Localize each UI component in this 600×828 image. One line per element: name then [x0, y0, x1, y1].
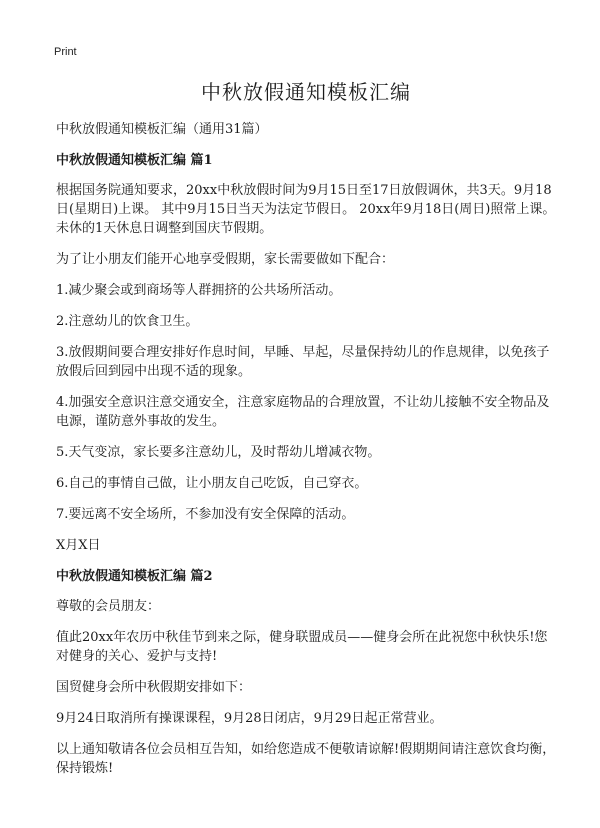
paragraph: 值此20xx年农历中秋佳节到来之际，健身联盟成员——健身会所在此祝您中秋快乐!您对健身的关心、爱护与支持! [56, 630, 548, 664]
date-line: X月X日 [56, 538, 101, 553]
section-heading: 中秋放假通知模板汇编 篇1 [56, 153, 213, 168]
paragraph: 根据国务院通知要求，20xx中秋放假时间为9月15日至17日放假调休，共3天。9月18日(星期日)上课。 其中9月15日当天为法定节假日。 20xx年9月18日(周日)照常上课。未休的1天休息日调整到国庆节假期。 [56, 183, 556, 236]
document-title: 中秋放假通知模板汇编 [201, 80, 411, 104]
list-item: 4.加强安全意识注意交通安全，注意家庭物品的合理放置，不让幼儿接触不安全物品及电源，谨防意外事故的发生。 [56, 395, 550, 429]
print-link[interactable]: Print [54, 46, 77, 58]
paragraph: 以上通知敬请各位会员相互告知，如给您造成不便敬请谅解!假期期间请注意饮食均衡，保持锻炼! [56, 742, 556, 776]
document-body [56, 78, 556, 790]
salutation: 尊敬的会员朋友： [56, 599, 161, 614]
section-1 [56, 151, 556, 555]
list-item: 3.放假期间要合理安排好作息时间，早睡、早起，尽量保持幼儿的作息规律，以免孩子放假后回到园中出现不适的现象。 [56, 345, 550, 379]
paragraph: 国贸健身会所中秋假期安排如下： [56, 680, 252, 695]
list-item: 6.自己的事情自己做，让小朋友自己吃饭，自己穿衣。 [56, 476, 368, 491]
list-item: 2.注意幼儿的饮食卫生。 [56, 314, 199, 329]
paragraph: 为了让小朋友们能开心地享受假期，家长需要做如下配合： [56, 252, 395, 267]
list-item: 5.天气变凉，家长要多注意幼儿，及时帮幼儿增减衣物。 [56, 445, 381, 460]
document-subtitle: 中秋放假通知模板汇编（通用31篇） [56, 122, 268, 137]
paragraph: 9月24日取消所有操课课程，9月28日闭店，9月29日起正常营业。 [56, 711, 443, 726]
section-heading: 中秋放假通知模板汇编 篇2 [56, 569, 213, 584]
section-2 [56, 567, 556, 778]
list-item: 7.要远离不安全场所，不参加没有安全保障的活动。 [56, 507, 355, 522]
list-item: 1.减少聚会或到商场等人群拥挤的公共场所活动。 [56, 283, 342, 298]
